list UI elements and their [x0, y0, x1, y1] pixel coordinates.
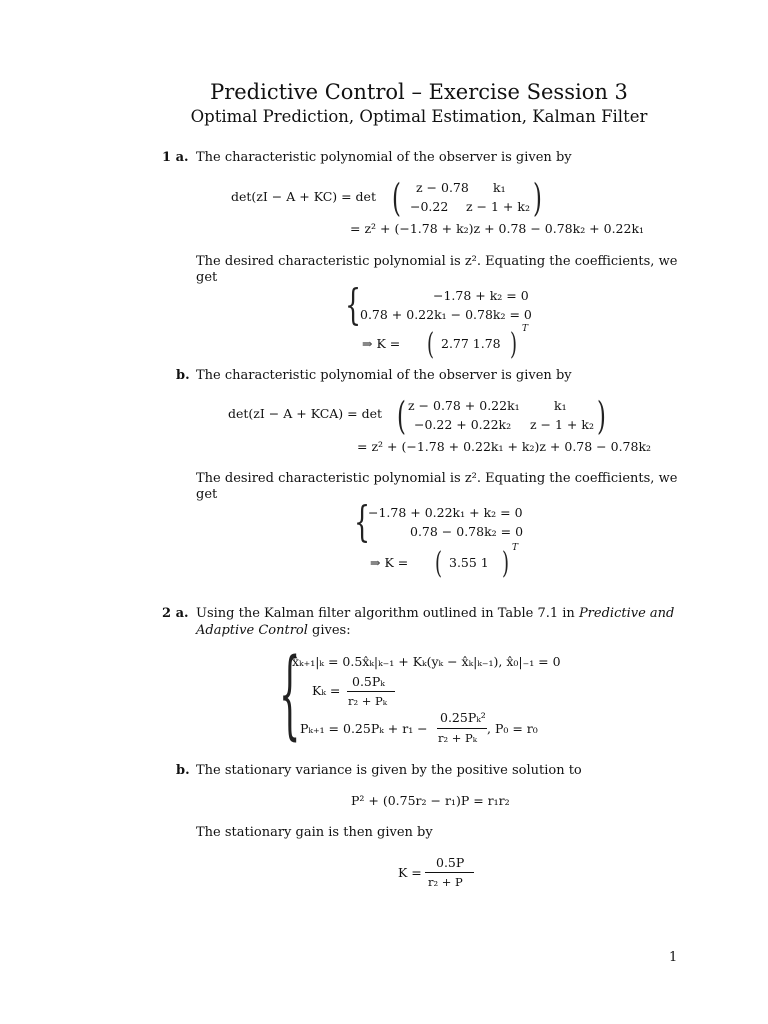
q2b-intro: The stationary variance is given by the positive solution to	[196, 763, 582, 778]
q2a-eq1: x̂ₖ₊₁|ₖ = 0.5x̂ₖ|ₖ₋₁ + Kₖ(yₖ − x̂ₖ|ₖ₋₁), x̂₀|₋₁ = 0	[292, 654, 561, 669]
system-brace: {	[279, 638, 301, 750]
q1b-m12: k₁	[554, 398, 567, 413]
q1a-m21: −0.22	[410, 199, 449, 214]
q2a-eq3-rhs: , P₀ = r₀	[487, 721, 538, 736]
page-number: 1	[669, 950, 678, 965]
q1b-result-prefix: ⇒ K =	[370, 555, 409, 570]
q2a-eq2-num: 0.5Pₖ	[352, 674, 385, 689]
q1a-m11: z − 0.78	[416, 180, 469, 195]
q2a-eq2-den: r₂ + Pₖ	[348, 694, 387, 708]
question-label-2a: 2 a.	[162, 606, 189, 621]
q1a-result-prefix: ⇒ K =	[362, 336, 401, 351]
q2a-intro-line1: Using the Kalman filter algorithm outlined in Table 7.1 in Predictive and	[196, 606, 675, 621]
q1b-transpose: T	[512, 543, 519, 553]
matrix-left-paren: (	[397, 394, 406, 438]
fraction-bar	[437, 728, 487, 729]
fraction-bar	[347, 691, 395, 692]
matrix-right-paren: )	[597, 394, 606, 438]
q2b-k-num: 0.5P	[436, 855, 465, 870]
q1b-m21: −0.22 + 0.22k₂	[414, 417, 512, 432]
q1b-desired-line2: get	[196, 487, 218, 502]
page-subtitle: Optimal Prediction, Optimal Estimation, Kalman Filter	[190, 107, 648, 126]
question-label-2b: b.	[176, 763, 190, 778]
question-label-1a: 1 a.	[162, 150, 189, 165]
vector-left-paren: (	[427, 327, 435, 362]
q1a-m22: z − 1 + k₂	[466, 199, 530, 214]
q2a-eq2-lhs: Kₖ =	[312, 683, 341, 698]
q1b-sys2: 0.78 − 0.78k₂ = 0	[410, 524, 524, 539]
system-brace: {	[354, 497, 371, 546]
q1a-transpose: T	[522, 324, 529, 334]
q1a-eq-line2: = z² + (−1.78 + k₂)z + 0.78 − 0.78k₂ + 0.22k₁	[350, 221, 645, 236]
q1a-desired-line2: get	[196, 270, 218, 285]
matrix-right-paren: )	[533, 176, 542, 220]
vector-right-paren: )	[502, 546, 510, 581]
q2a-eq3-lhs: Pₖ₊₁ = 0.25Pₖ + r₁ −	[300, 721, 428, 736]
q2a-eq3-den: r₂ + Pₖ	[438, 731, 477, 745]
q1a-result-vec: 2.77 1.78	[441, 336, 501, 351]
q1a-desired-line1: The desired characteristic polynomial is z². Equating the coefficients, we	[196, 254, 678, 269]
q1a-sys1: −1.78 + k₂ = 0	[433, 288, 529, 303]
system-brace: {	[345, 280, 362, 329]
q1a-sys2: 0.78 + 0.22k₁ − 0.78k₂ = 0	[360, 307, 532, 322]
question-label-1b: b.	[176, 368, 190, 383]
q1b-intro: The characteristic polynomial of the observer is given by	[196, 368, 572, 383]
q1a-intro: The characteristic polynomial of the observer is given by	[196, 150, 572, 165]
q1b-sys1: −1.78 + 0.22k₁ + k₂ = 0	[368, 505, 523, 520]
q1b-m22: z − 1 + k₂	[530, 417, 594, 432]
q1b-m11: z − 0.78 + 0.22k₁	[408, 398, 520, 413]
q2a-eq3-num: 0.25Pₖ²	[440, 710, 486, 725]
vector-right-paren: )	[510, 327, 518, 362]
q1a-m12: k₁	[493, 180, 506, 195]
q2b-eq1: P² + (0.75r₂ − r₁)P = r₁r₂	[351, 793, 510, 808]
vector-left-paren: (	[435, 546, 443, 581]
q1b-eq-left: det(zI − A + KCA) = det	[228, 406, 383, 421]
q1b-desired-line1: The desired characteristic polynomial is z². Equating the coefficients, we	[196, 471, 678, 486]
q1a-eq-left: det(zI − A + KC) = det	[231, 189, 376, 204]
q1b-eq-line2: = z² + (−1.78 + 0.22k₁ + k₂)z + 0.78 − 0.78k₂	[357, 439, 652, 454]
q1b-result-vec: 3.55 1	[449, 555, 489, 570]
q2a-intro-line2: Adaptive Control gives:	[196, 623, 351, 638]
q2b-k-den: r₂ + P	[428, 875, 463, 889]
fraction-bar	[425, 872, 474, 873]
q2b-k-lhs: K =	[398, 865, 422, 880]
matrix-left-paren: (	[392, 176, 401, 220]
page-title: Predictive Control – Exercise Session 3	[210, 80, 628, 104]
q2b-gain-text: The stationary gain is then given by	[196, 825, 433, 840]
